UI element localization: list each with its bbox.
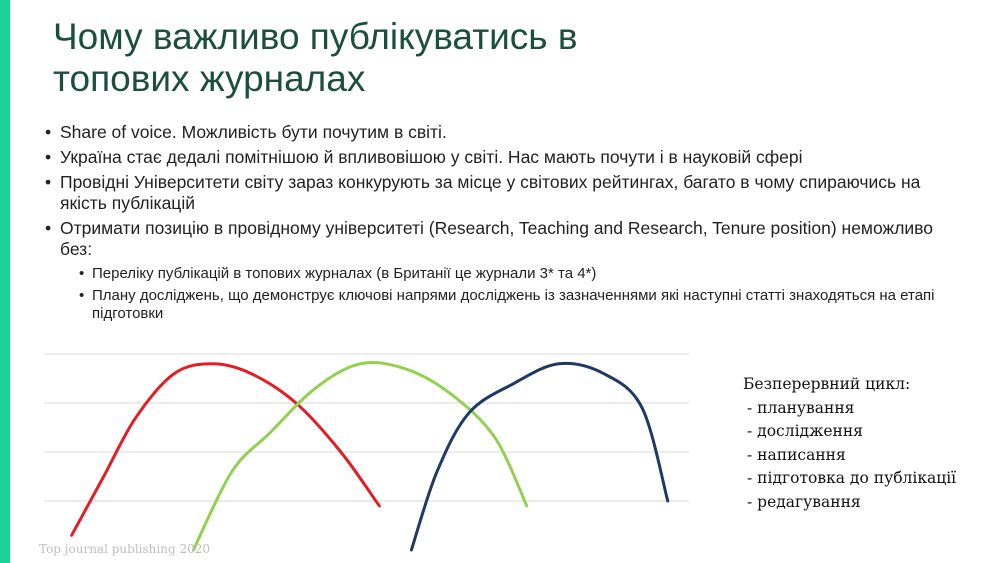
title-line-2: топових журналах bbox=[53, 58, 366, 99]
bullet-item: • Україна стає дедалі помітнішою й впливовішою у світі. Нас мають почути і в науковій сфері bbox=[44, 147, 944, 168]
cycle-item-research: - дослідження bbox=[747, 422, 863, 440]
cycle-item-planning: - планування bbox=[747, 398, 855, 417]
cycle-item-editing: - редагування bbox=[747, 492, 861, 511]
sub-bullet-item: • Переліку публікацій в топових журналах (в Британії це журнали 3* та 4*) bbox=[71, 265, 944, 283]
cycle-chart bbox=[44, 352, 689, 552]
cycle-heading: Безперервний цикл: bbox=[743, 375, 911, 393]
title-line-1: Чому важливо публікуватись в bbox=[53, 16, 578, 57]
bullet-item: • Провідні Університети світу зараз конкурують за місце у світових рейтингах, багато в чому спираючись на якість публікацій bbox=[44, 172, 944, 214]
cycle-item-writing: - написання bbox=[747, 445, 846, 464]
cycle-curve-1 bbox=[72, 364, 380, 536]
bullet-list bbox=[44, 122, 944, 327]
bullet-item: • Share of voice. Можливість бути почутим в світі. bbox=[44, 122, 944, 143]
bullet-item-text: Отримати позицію в провідному університеті (Research, Teaching and Research, Tenure position) неможливо без: bbox=[60, 218, 934, 259]
sub-bullet-item: • Плану досліджень, що демонструє ключові напрями досліджень із зазначеннями які наступні статті знаходяться на етапі підготовки bbox=[71, 287, 944, 323]
bullet-item-with-subitems bbox=[44, 218, 944, 323]
footer-text: Top journal publishing 2020 bbox=[39, 542, 210, 556]
cycle-item-preparation: - підготовка до публікації bbox=[747, 469, 957, 487]
accent-bar bbox=[0, 0, 10, 563]
slide-title bbox=[53, 16, 953, 100]
cycle-list bbox=[743, 373, 956, 514]
cycle-curve-2 bbox=[193, 362, 526, 550]
sub-bullet-list bbox=[60, 265, 944, 323]
